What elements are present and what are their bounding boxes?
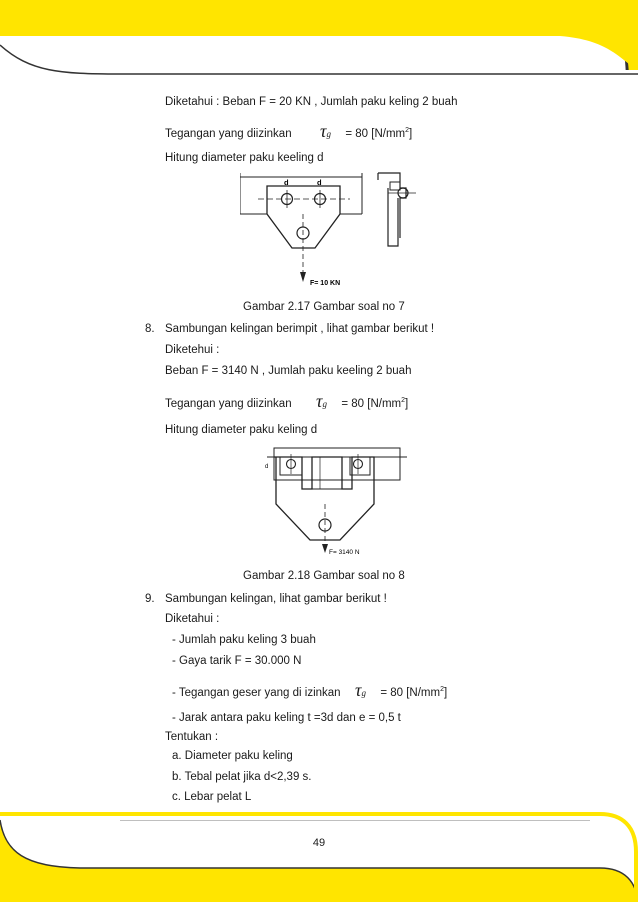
p9-task-label: Tentukan :: [165, 731, 219, 743]
p9-number: 9.: [145, 593, 155, 605]
tau-subscript: g: [326, 129, 331, 139]
p9-task: a. Diameter paku keling: [172, 750, 293, 762]
p7-task: Hitung diameter paku keeling d: [165, 152, 324, 164]
fig18-label-d: d: [265, 464, 269, 470]
p9-task: b. Tebal pelat jika d<2,39 s.: [172, 771, 312, 783]
p8-given-label: Diketehui :: [165, 344, 220, 356]
p9-item: - Jumlah paku keling 3 buah: [172, 634, 316, 646]
p8-task: Hitung diameter paku keling d: [165, 424, 318, 436]
figure-2-18-caption: Gambar 2.18 Gambar soal no 8: [243, 570, 405, 582]
p9-item: - Gaya tarik F = 30.000 N: [172, 655, 302, 667]
p9-task: c. Lebar pelat L: [172, 791, 252, 803]
p7-stress: Tegangan yang diizinkan τg = 80 $[N/mm^2]$: [165, 121, 413, 141]
fig17-label-d2: d: [317, 178, 322, 187]
p8-given: Beban F = 3140 N , Jumlah paku keeling 2 buah: [165, 365, 412, 377]
tau-symbol: τ: [316, 391, 323, 411]
p9-item-stress: - Tegangan geser yang di izinkan τg = 80 $[N/mm^2]$: [172, 680, 448, 700]
header-decoration: [0, 0, 638, 80]
p7-stress-value: = 80 [N/mm: [345, 128, 406, 140]
p8-title: Sambungan kelingan berimpit , lihat gambar berikut !: [165, 323, 435, 335]
p8-stress-label: Tegangan yang diizinkan: [165, 398, 292, 410]
p8-stress-value: = 80 [N/mm: [341, 398, 402, 410]
tau-symbol: τ: [320, 121, 327, 141]
footer-decoration: [0, 812, 638, 902]
page-number: 49: [312, 837, 326, 849]
p7-given: Diketahui : Beban F = 20 KN , Jumlah paku keling 2 buah: [165, 96, 458, 108]
figure-2-17-caption: Gambar 2.17 Gambar soal no 7: [243, 301, 405, 313]
p9-title: Sambungan kelingan, lihat gambar berikut !: [165, 593, 387, 605]
p9-item: - Jarak antara paku keling t =3d dan e = 0,5 t: [172, 712, 401, 724]
figure-2-17: [240, 168, 420, 290]
fig18-force-label: F= 3140 N: [329, 549, 360, 556]
tau-subscript: g: [322, 399, 327, 409]
p7-stress-label: Tegangan yang diizinkan: [165, 128, 292, 140]
fig17-label-d1: d: [284, 178, 289, 187]
figure-2-18: [262, 444, 412, 556]
p8-number: 8.: [145, 323, 155, 335]
p8-stress: Tegangan yang diizinkan τg = 80 $[N/mm^2]$: [165, 391, 409, 411]
fig17-force-label: F= 10 KN: [310, 280, 341, 287]
tau-symbol: τ: [354, 680, 362, 700]
p9-given-label: Diketahui :: [165, 613, 220, 625]
tau-subscript: g: [361, 688, 366, 698]
